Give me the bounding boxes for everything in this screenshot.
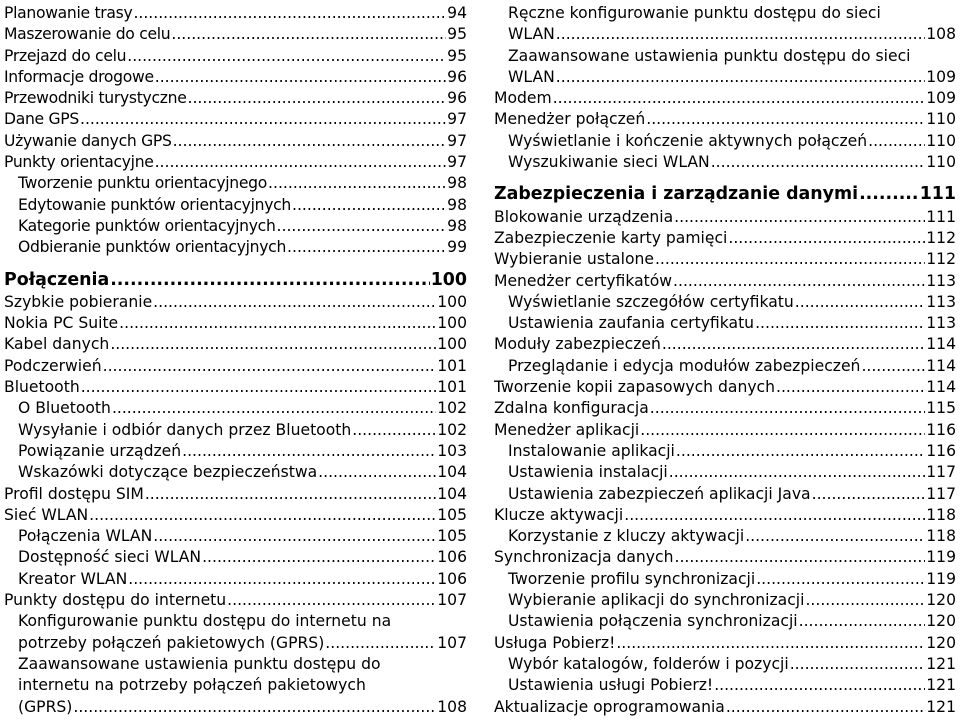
toc-page-number: 114: [926, 335, 956, 354]
toc-entry[interactable]: [494, 547, 956, 568]
toc-entry-title: Informacje drogowe: [4, 67, 154, 86]
toc-entry-title: Tworzenie kopii zapasowych danych: [494, 378, 776, 397]
toc-entry-title: O Bluetooth: [18, 399, 111, 418]
toc-entry-title: Wyszukiwanie sieci WLAN: [508, 153, 710, 172]
dot-leader: [640, 420, 925, 441]
toc-entry-title: Planowanie trasy: [4, 4, 133, 22]
toc-entry-title: Dane GPS: [4, 110, 79, 129]
toc-entry[interactable]: [4, 356, 467, 377]
toc-entry-title-line: WLAN: [508, 25, 555, 44]
toc-entry-title: Wskazówki dotyczące bezpieczeństwa: [18, 463, 318, 482]
dot-leader: [292, 195, 446, 216]
toc-page-number: 100: [437, 292, 467, 311]
dot-leader: [745, 526, 925, 547]
toc-page-number: 116: [926, 420, 956, 439]
toc-page-number: 114: [926, 378, 956, 397]
toc-entry[interactable]: [4, 131, 467, 152]
toc-page-number: 103: [437, 441, 467, 460]
toc-entry[interactable]: [4, 590, 467, 611]
toc-entry[interactable]: [494, 292, 956, 313]
dot-leader: [155, 152, 447, 173]
toc-page-number: 120: [926, 633, 956, 652]
toc-page-number: 113: [926, 292, 956, 311]
toc-section-heading[interactable]: [494, 184, 956, 205]
toc-entry[interactable]: [494, 569, 956, 590]
toc-entry-title: Sieć WLAN: [4, 505, 89, 524]
dot-leader: [81, 377, 437, 398]
toc-page-number: 108: [926, 25, 956, 44]
toc-page-number: 97: [447, 131, 467, 150]
toc-entry[interactable]: [494, 377, 956, 398]
toc-entry[interactable]: [494, 675, 956, 696]
toc-page-number: 109: [926, 67, 956, 86]
toc-page-number: 113: [926, 314, 956, 333]
toc-section-heading[interactable]: [4, 270, 467, 291]
dot-leader: [728, 228, 925, 249]
toc-entry-title-line: Zaawansowane ustawienia punktu dostępu do: [18, 654, 381, 673]
toc-entry-title: Synchronizacja danych: [494, 548, 674, 567]
toc-entry[interactable]: [494, 697, 956, 718]
toc-entry-title: Menedżer połączeń: [494, 110, 646, 129]
toc-entry-title-line: Zaawansowane ustawienia punktu dostępu do sieci: [508, 46, 911, 65]
dot-leader: [277, 216, 447, 237]
dot-leader: [556, 67, 925, 88]
dot-leader: [655, 249, 925, 270]
toc-entry-title: Przejazd do celu: [4, 46, 127, 65]
toc-page-number: 105: [437, 527, 467, 546]
toc-entry-title-line: WLAN: [508, 67, 555, 86]
toc-page-number: 106: [437, 548, 467, 567]
dot-leader: [812, 484, 926, 505]
toc-entry[interactable]: [494, 441, 956, 462]
dot-leader: [119, 313, 436, 334]
dot-leader: [624, 505, 925, 526]
toc-page-number: 120: [926, 612, 956, 631]
toc-entry-title: Aktualizacje oprogramowania: [494, 697, 725, 716]
toc-page-number: 96: [447, 67, 467, 86]
toc-entry-title: Ustawienia usługi Pobierz!: [508, 676, 714, 695]
toc-entry[interactable]: [4, 3, 467, 24]
dot-leader: [556, 24, 925, 45]
toc-entry-title: Menedżer certyfikatów: [494, 271, 673, 290]
toc-entry[interactable]: [494, 228, 956, 249]
dot-leader: [110, 334, 436, 355]
toc-entry[interactable]: [494, 356, 956, 377]
toc-entry[interactable]: [4, 505, 467, 526]
dot-leader: [553, 88, 926, 109]
toc-entry[interactable]: [494, 334, 956, 355]
dot-leader: [674, 207, 925, 228]
toc-entry[interactable]: [494, 271, 956, 292]
dot-leader: [80, 109, 446, 130]
toc-entry-title: Moduły zabezpieczeń: [494, 335, 661, 354]
toc-entry[interactable]: [4, 420, 467, 441]
toc-page-number: 104: [437, 484, 467, 503]
toc-entry-title: Ustawienia zaufania certyfikatu: [508, 314, 755, 333]
toc-entry[interactable]: [494, 88, 956, 109]
toc-page-number: 117: [926, 463, 956, 482]
toc-page-number: 117: [926, 484, 956, 503]
toc-page-number: 100: [437, 314, 467, 333]
dot-leader: [153, 292, 436, 313]
dot-leader: [859, 184, 919, 205]
dot-leader: [711, 152, 926, 173]
dot-leader: [795, 292, 925, 313]
dot-leader: [112, 398, 436, 419]
toc-entry-title: Dostępność sieci WLAN: [18, 548, 202, 567]
toc-entry[interactable]: [494, 67, 956, 88]
dot-leader: [861, 356, 925, 377]
toc-entry-title: Szybkie pobieranie: [4, 292, 153, 311]
dot-leader: [669, 462, 925, 483]
toc-entry-title-line: Konfigurowanie punktu dostępu do internetu na: [18, 612, 392, 631]
toc-entry[interactable]: [4, 484, 467, 505]
dot-leader: [145, 484, 436, 505]
toc-entry-title: Punkty orientacyjne: [4, 153, 154, 172]
toc-entry-title: Profil dostępu SIM: [4, 484, 144, 503]
dot-leader: [674, 547, 925, 568]
dot-leader: [227, 590, 436, 611]
toc-page-number: 110: [926, 153, 956, 172]
toc-entry-title-line: internetu na potrzeby połączeń pakietowych: [18, 676, 366, 695]
toc-entry-title: Zabezpieczenia i zarządzanie danymi: [494, 184, 859, 205]
toc-entry[interactable]: [494, 131, 956, 152]
dot-leader: [182, 441, 436, 462]
toc-entry[interactable]: [4, 46, 467, 67]
toc-entry[interactable]: [4, 292, 467, 313]
toc-page-number: 119: [926, 548, 956, 567]
toc-entry-title: Przewodniki turystyczne: [4, 89, 187, 108]
toc-entry[interactable]: [494, 109, 956, 130]
toc-entry-title: Nokia PC Suite: [4, 314, 119, 333]
toc-entry-title: Maszerowanie do celu: [4, 25, 171, 44]
toc-entry[interactable]: [4, 697, 467, 718]
toc-entry[interactable]: [494, 526, 956, 547]
toc-entry-title: Tworzenie profilu synchronizacji: [508, 569, 756, 588]
toc-entry[interactable]: [4, 67, 467, 88]
toc-entry-title: Ustawienia połączenia synchronizacji: [508, 612, 798, 631]
dot-leader: [805, 590, 925, 611]
toc-entry-title: Wysyłanie i odbiór danych przez Bluetooth: [18, 420, 352, 439]
toc-page-number: 99: [447, 238, 467, 257]
toc-entry[interactable]: [4, 313, 467, 334]
toc-page-number: 100: [430, 269, 467, 290]
toc-page-number: 107: [437, 591, 467, 610]
toc-page-number: 100: [437, 335, 467, 354]
toc-entry-title: Powiązanie urządzeń: [18, 441, 182, 460]
toc-page-number: 102: [437, 399, 467, 418]
toc-page-number: 96: [447, 89, 467, 108]
toc-page-number: 106: [437, 569, 467, 588]
toc-entry-title: Tworzenie punktu orientacyjnego: [18, 174, 268, 193]
toc-page-number: 107: [437, 633, 467, 652]
toc-entry[interactable]: [494, 654, 956, 675]
toc-page-number: 115: [926, 399, 956, 418]
toc-page-number: 105: [437, 505, 467, 524]
toc-entry-title: Używanie danych GPS: [4, 131, 172, 150]
dot-leader: [673, 271, 925, 292]
toc-column-left: [4, 3, 467, 718]
toc-entry-title: Modem: [494, 89, 552, 108]
dot-leader: [318, 462, 436, 483]
toc-page-number: 121: [926, 654, 956, 673]
toc-page-number: 110: [926, 110, 956, 129]
toc-entry-title: Kreator WLAN: [18, 569, 128, 588]
toc-entry-title: Wybieranie ustalone: [494, 250, 654, 269]
toc-entry[interactable]: [494, 313, 956, 334]
toc-entry[interactable]: [494, 505, 956, 526]
toc-entry[interactable]: [494, 207, 956, 228]
toc-entry-title: Zabezpieczenie karty pamięci: [494, 228, 728, 247]
toc-page-number: 97: [447, 110, 467, 129]
dot-leader: [153, 526, 436, 547]
toc-entry-title-line: potrzeby połączeń pakietowych (GPRS): [18, 633, 325, 652]
dot-leader: [133, 3, 446, 24]
toc-page-number: 97: [447, 153, 467, 172]
toc-entry[interactable]: [4, 377, 467, 398]
toc-entry[interactable]: [494, 420, 956, 441]
toc-page-number: 98: [447, 216, 467, 235]
dot-leader: [662, 334, 925, 355]
toc-page-number: 98: [447, 195, 467, 214]
dot-leader: [103, 356, 437, 377]
dot-leader: [646, 109, 925, 130]
toc-entry[interactable]: [494, 462, 956, 483]
toc-entry-title: Zdalna konfiguracja: [494, 399, 649, 418]
toc-entry-title: Kategorie punktów orientacyjnych: [18, 216, 276, 235]
toc-entry[interactable]: [4, 569, 467, 590]
dot-leader: [799, 611, 926, 632]
toc-page-number: 104: [437, 463, 467, 482]
toc-entry[interactable]: [4, 195, 467, 216]
toc-entry[interactable]: [4, 547, 467, 568]
toc-page-number: 111: [919, 184, 956, 205]
toc-entry[interactable]: [4, 88, 467, 109]
toc-page-number: 98: [447, 174, 467, 193]
toc-page-number: 101: [437, 378, 467, 397]
toc-entry[interactable]: [4, 237, 467, 258]
toc-entry[interactable]: [4, 216, 467, 237]
toc-entry[interactable]: [4, 462, 467, 483]
dot-leader: [726, 697, 925, 718]
toc-entry-title: Przeglądanie i edycja modułów zabezpieczeń: [508, 356, 861, 375]
dot-leader: [755, 313, 925, 334]
toc-entry-title: Podczerwień: [4, 356, 102, 375]
toc-page-number: 101: [437, 356, 467, 375]
toc-entry-title: Usługa Pobierz!: [494, 633, 616, 652]
toc-page-number: 108: [437, 697, 467, 716]
toc-page-number: 110: [926, 131, 956, 150]
toc-entry-title: Blokowanie urządzenia: [494, 207, 674, 226]
dot-leader: [287, 237, 446, 258]
toc-entry[interactable]: [4, 526, 467, 547]
toc-entry-title: Punkty dostępu do internetu: [4, 591, 227, 610]
dot-leader: [202, 547, 436, 568]
toc-page-number: 121: [926, 676, 956, 695]
dot-leader: [616, 633, 925, 654]
toc-page-number: 114: [926, 356, 956, 375]
toc-entry-title: Odbieranie punktów orientacyjnych: [18, 238, 287, 257]
dot-leader: [89, 505, 436, 526]
toc-page-number: 119: [926, 569, 956, 588]
toc-entry-title: Klucze aktywacji: [494, 505, 624, 524]
toc-entry-title: Wyświetlanie i kończenie aktywnych połączeń: [508, 131, 868, 150]
toc-entry[interactable]: [4, 152, 467, 173]
toc-page-number: 121: [926, 697, 956, 716]
toc-entry[interactable]: [494, 24, 956, 45]
toc-entry-title: Połączenia WLAN: [18, 527, 153, 546]
dot-leader: [268, 173, 446, 194]
dot-leader: [73, 697, 436, 718]
toc-entry-title: Korzystanie z kluczy aktywacji: [508, 527, 745, 546]
toc-entry[interactable]: [494, 398, 956, 419]
toc-entry-title: Wyświetlanie szczegółów certyfikatu: [508, 292, 794, 311]
toc-entry-title-line: Ręczne konfigurowanie punktu dostępu do sieci: [508, 4, 881, 22]
toc-entry[interactable]: [494, 590, 956, 611]
toc-entry-title-line: (GPRS): [18, 697, 73, 716]
dot-leader: [714, 675, 925, 696]
toc-page-number: 95: [447, 46, 467, 65]
dot-leader: [128, 569, 436, 590]
toc-entry-title: Połączenia: [4, 269, 110, 290]
toc-column-right: [494, 3, 956, 718]
toc-page-number: 118: [926, 527, 956, 546]
dot-leader: [776, 377, 925, 398]
toc-page-number: 111: [926, 207, 956, 226]
toc-page-number: 112: [926, 228, 956, 247]
toc-entry[interactable]: [494, 484, 956, 505]
toc-entry[interactable]: [4, 441, 467, 462]
toc-page-number: 94: [447, 4, 467, 22]
toc-page-number: 116: [926, 441, 956, 460]
toc-entry[interactable]: [4, 398, 467, 419]
toc-entry[interactable]: [494, 611, 956, 632]
dot-leader: [171, 24, 446, 45]
toc-entry-title: Menedżer aplikacji: [494, 420, 640, 439]
toc-page-number: 112: [926, 250, 956, 269]
dot-leader: [155, 67, 446, 88]
toc-entry[interactable]: [4, 334, 467, 355]
toc-entry-title: Instalowanie aplikacji: [508, 441, 675, 460]
dot-leader: [790, 654, 926, 675]
toc-entry-title: Edytowanie punktów orientacyjnych: [18, 195, 292, 214]
toc-entry[interactable]: [494, 633, 956, 654]
toc-entry-title: Ustawienia instalacji: [508, 463, 668, 482]
toc-entry-title: Wybieranie aplikacji do synchronizacji: [508, 591, 805, 610]
toc-page-number: 109: [926, 89, 956, 108]
toc-entry[interactable]: [4, 109, 467, 130]
toc-entry-title: Bluetooth: [4, 378, 80, 397]
toc-entry[interactable]: [494, 249, 956, 270]
dot-leader: [650, 398, 925, 419]
toc-page-number: 102: [437, 420, 467, 439]
toc-entry[interactable]: [4, 633, 467, 654]
toc-entry[interactable]: [4, 173, 467, 194]
toc-page-number: 120: [926, 591, 956, 610]
toc-entry[interactable]: [494, 152, 956, 173]
toc-page-number: 118: [926, 505, 956, 524]
dot-leader: [127, 46, 446, 67]
dot-leader: [188, 88, 447, 109]
toc-entry[interactable]: [4, 24, 467, 45]
dot-leader: [173, 131, 447, 152]
dot-leader: [325, 633, 436, 654]
dot-leader: [868, 131, 925, 152]
toc-entry-title: Ustawienia zabezpieczeń aplikacji Java: [508, 484, 811, 503]
dot-leader: [110, 270, 430, 291]
toc-page-number: 113: [926, 271, 956, 290]
dot-leader: [756, 569, 925, 590]
dot-leader: [352, 420, 436, 441]
toc-entry-title: Kabel danych: [4, 335, 110, 354]
toc-entry-title: Wybór katalogów, folderów i pozycji: [508, 654, 789, 673]
toc-page-number: 95: [447, 25, 467, 44]
dot-leader: [676, 441, 925, 462]
